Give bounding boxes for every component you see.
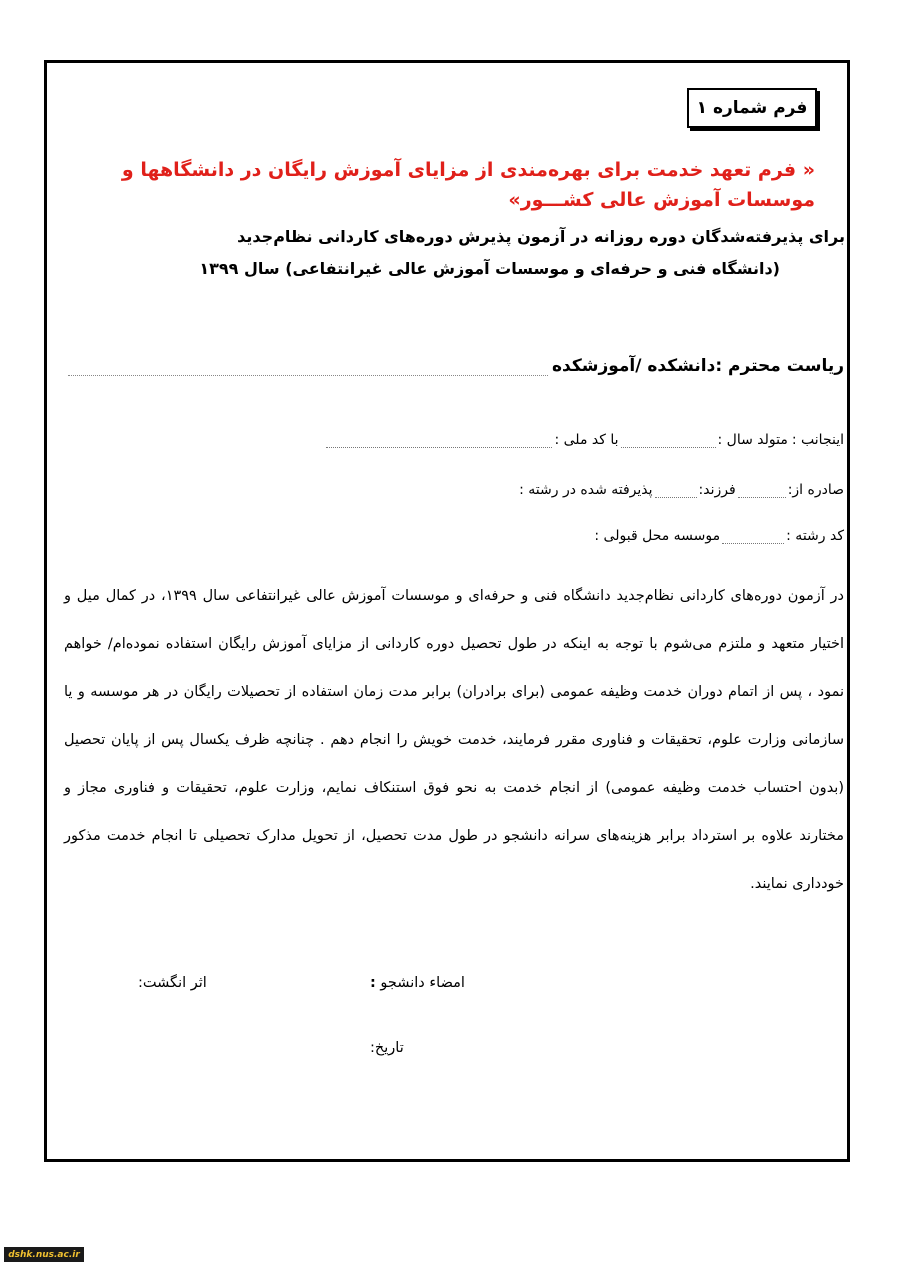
commitment-text: در آزمون دوره‌های کاردانی نظام‌جدید دانشگاه فنی و حرفه‌ای و موسسات آموزش عالی غیرانتفاعی سال ۱۳۹۹، در کمال میل و اختیار متعهد و ملتزم می‌شوم با توجه به اینکه در طول تحصیل دوره کاردانی از مزایای آموزش رایگان استفاده نموده‌ام/ خواهم نمود ، پس از اتمام دوران خدمت وظیفه عمومی (برای برادران) برابر مدت زمان استفاده از تحصیلات رایگان در هر موسسه و یا سازمانی وزارت علوم، تحقیقات و فناوری مقرر فرمایند، خدمت خویش را انجام دهم . چنانچه ظرف یکسال پس از پایان تحصیل (بدون احتساب خدمت وظیفه عمومی) از انجام خدمت به نحو فوق استنکاف نمایم، وزارت علوم، تحقیقات و فناوری مجاز و مختارند علاوه بر استرداد برابر هزینه‌های سرانه دانشجو در طول مدت تحصیل، از تحویل مدارک تحصیلی تا انجام خدمت مذکور خودداری نمایند. bbox=[64, 588, 844, 892]
applicant-label: اینجانب : bbox=[791, 432, 844, 448]
date-label: تاریخ: bbox=[370, 1040, 404, 1056]
field-row-1 bbox=[80, 432, 844, 448]
field-row-2 bbox=[80, 482, 844, 498]
accepted-major-label: پذیرفته شده در رشته : bbox=[519, 482, 653, 498]
fingerprint-label: اثر انگشت: bbox=[138, 975, 207, 991]
student-signature-colon: : bbox=[370, 975, 376, 991]
form-number: فرم شماره ۱ bbox=[696, 98, 808, 118]
national-code-blank[interactable] bbox=[326, 443, 552, 448]
student-signature-label: امضاء دانشجو bbox=[380, 975, 465, 991]
birth-year-blank[interactable] bbox=[621, 443, 716, 448]
subtitle-1: برای پذیرفته‌شدگان دوره روزانه در آزمون پذیرش دوره‌های کاردانی نظام‌جدید bbox=[237, 227, 845, 246]
student-signature bbox=[370, 975, 465, 991]
form-title: « فرم تعهد خدمت برای بهره‌مندی از مزایای آموزش رایگان در دانشگاهها و موسسات آموزش عالی کشـــور» bbox=[121, 159, 815, 211]
major-code-label: کد رشته : bbox=[786, 528, 844, 544]
addressee: ریاست محترم :دانشکده /آموزشکده bbox=[551, 356, 844, 376]
issued-from-label: صادره از: bbox=[787, 482, 844, 498]
institution-label: موسسه محل قبولی : bbox=[594, 528, 721, 544]
issued-from-blank[interactable] bbox=[738, 493, 786, 498]
form-number-box bbox=[687, 88, 817, 128]
addressee-line bbox=[66, 356, 844, 376]
footer-watermark: dshk.nus.ac.ir bbox=[4, 1247, 84, 1262]
major-code-blank[interactable] bbox=[722, 539, 784, 544]
birth-year-label: متولد سال : bbox=[717, 432, 788, 448]
addressee-blank[interactable] bbox=[68, 363, 548, 376]
field-row-3 bbox=[80, 528, 844, 544]
national-code-label: با کد ملی : bbox=[554, 432, 619, 448]
child-of-label: فرزند: bbox=[698, 482, 736, 498]
subtitle-2: (دانشگاه فنی و حرفه‌ای و موسسات آموزش عالی غیرانتفاعی) سال ۱۳۹۹ bbox=[199, 259, 780, 278]
child-of-blank[interactable] bbox=[655, 493, 697, 498]
